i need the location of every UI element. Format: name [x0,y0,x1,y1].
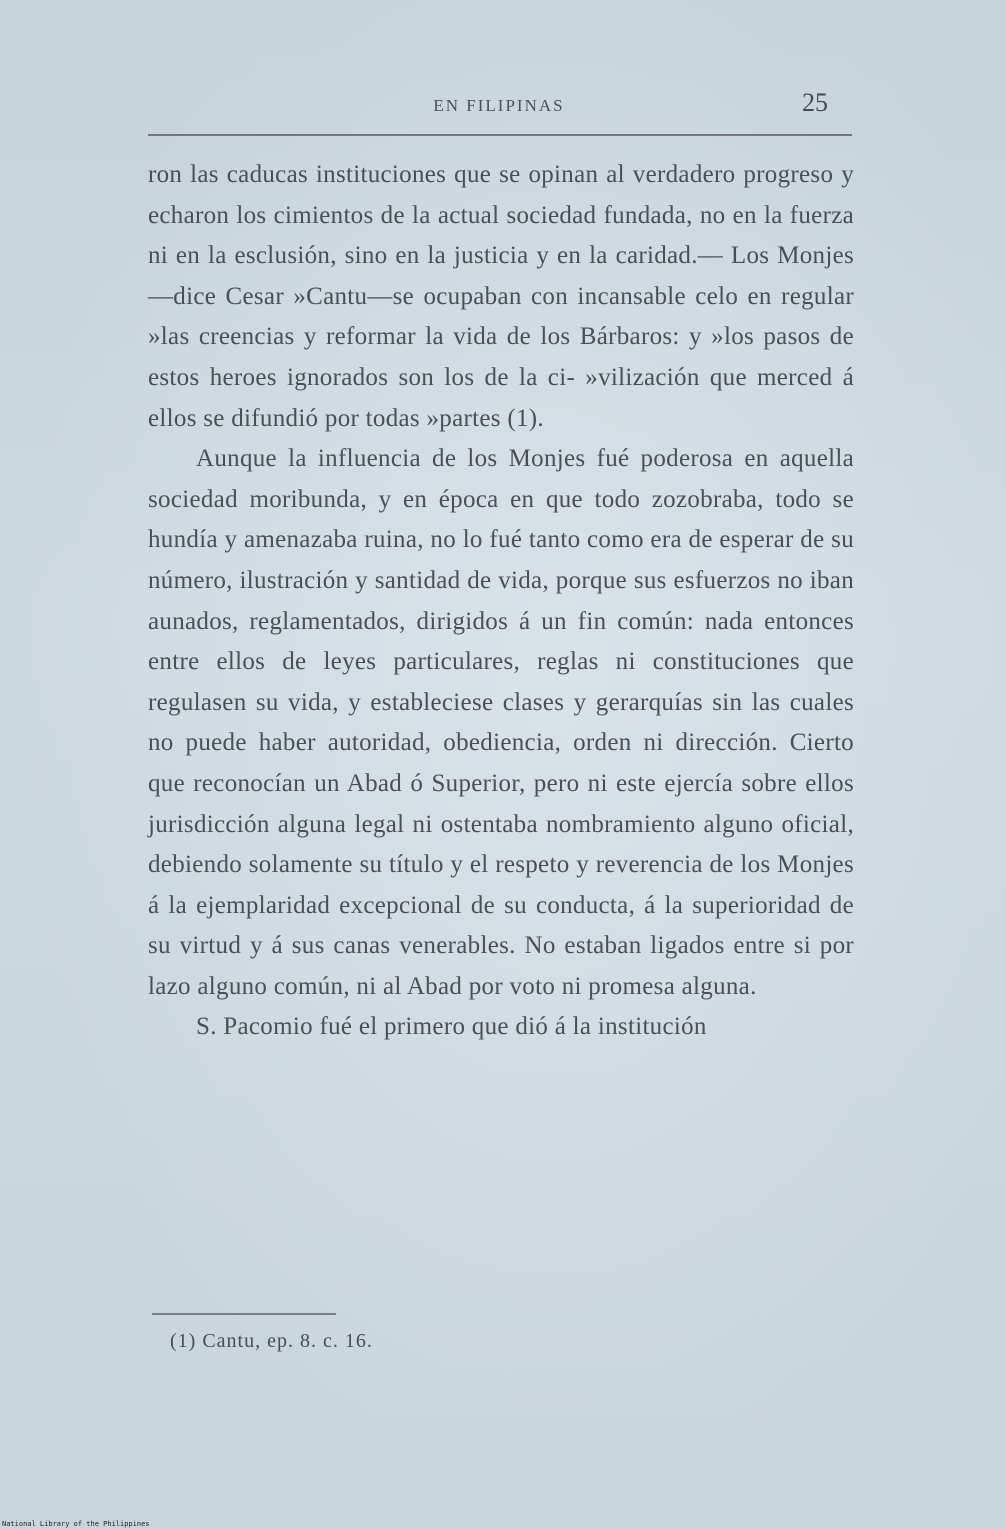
body-text [148,155,854,1048]
page-header [148,86,850,134]
library-watermark: National Library of the Philippines [2,1520,150,1528]
paragraph-2: Aunque la influencia de los Monjes fué poderosa en aquella sociedad moribunda, y en época en que todo zozobraba, todo se hundía y amenazaba ruina, no lo fué tanto como era de esperar de su número, ilustración y santidad de vida, porque sus esfuerzos no iban aunados, reglamentados, dirigidos á un fin común: nada entonces entre ellos de leyes particulares, reglas ni constituciones que regulasen su vida, y estableciese clases y gerarquías sin las cuales no puede haber autoridad, obediencia, orden ni dirección. Cierto que reconocían un Abad ó Superior, pero ni este ejercía sobre ellos jurisdicción alguna legal ni ostentaba nombramiento alguno oficial, debiendo solamente su título y el respeto y reverencia de los Monjes á la ejemplaridad excepcional de su conducta, á la superioridad de su virtud y á sus canas venerables. No estaban ligados entre si por lazo alguno común, ni al Abad por voto ni promesa alguna. [148,445,854,1000]
header-rule [148,134,852,136]
page-number: 25 [802,88,828,117]
paragraph-1: ron las caducas instituciones que se opinan al verdadero progreso y echaron los cimientos de la actual sociedad fundada, no en la fuerza ni en la esclusión, sino en la justicia y en la caridad.— Los Monjes—dice Cesar »Cantu—se ocupaban con incansable celo en regular »las creencias y reformar la vida de los Bárbaros: y »los pasos de estos heroes ignorados son los de la ci- »vilización que merced á ellos se difundió por todas »partes (1). [148,161,854,432]
footnote-rule [152,1313,336,1315]
footnote: (1) Cantu, ep. 8. c. 16. [170,1330,373,1352]
paragraph-3: S. Pacomio fué el primero que dió á la institución [196,1013,707,1041]
running-head: EN FILIPINAS [433,96,565,115]
